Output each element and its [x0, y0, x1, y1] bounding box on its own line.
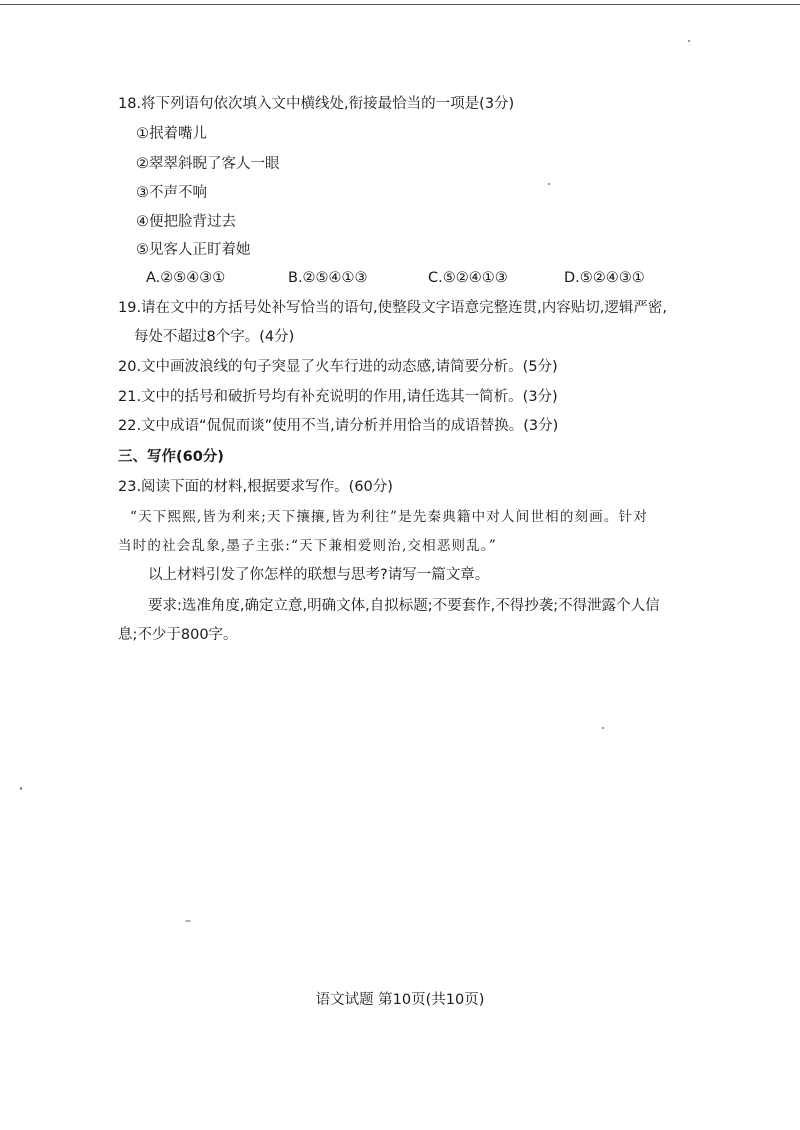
q23-material-line-1: “天下熙熙,皆为利来;天下攘攘,皆为利往”是先秦典籍中对人间世相的刻画。针对: [130, 509, 649, 525]
scan-speck: [548, 183, 550, 185]
q19-line-2: 每处不超过8个字。(4分): [134, 329, 295, 345]
q18-item-5: ⑤见客人正盯着她: [136, 242, 251, 258]
q19-line-1: 19.请在文中的方括号处补写恰当的语句,使整段文字语意完整连贯,内容贴切,逻辑严密,: [118, 300, 667, 316]
q18-item-2: ②翠翠斜睨了客人一眼: [136, 156, 280, 172]
scan-speck: [688, 40, 690, 42]
q18-stem: 18.将下列语句依次填入文中横线处,衔接最恰当的一项是(3分): [118, 96, 515, 112]
q21-stem: 21.文中的括号和破折号均有补充说明的作用,请任选其一简析。(3分): [118, 389, 558, 405]
page-footer: 语文试题 第10页(共10页): [315, 992, 485, 1008]
q18-item-4: ④便把脸背过去: [136, 214, 236, 230]
q23-material-line-2: 当时的社会乱象,墨子主张:“天下兼相爱则治,交相恶则乱。”: [118, 538, 497, 554]
section-writing-heading: 三、写作(60分): [118, 449, 224, 465]
scan-speck: [602, 727, 604, 729]
q23-stem: 23.阅读下面的材料,根据要求写作。(60分): [118, 479, 393, 495]
q18-choice-c: C.⑤②④①③: [428, 270, 508, 286]
q23-requirements-line-1: 要求:选准角度,确定立意,明确文体,自拟标题;不要套作,不得抄袭;不得泄露个人信: [148, 598, 660, 614]
q18-choice-b: B.②⑤④①③: [288, 270, 368, 286]
q18-item-1: ①抿着嘴儿: [136, 126, 207, 142]
q23-prompt: 以上材料引发了你怎样的联想与思考?请写一篇文章。: [148, 567, 490, 583]
scan-speck: [20, 787, 22, 790]
q22-stem: 22.文中成语“侃侃而谈”使用不当,请分析并用恰当的成语替换。(3分): [118, 418, 559, 434]
q23-requirements-line-2: 息;不少于800字。: [118, 627, 238, 643]
q20-stem: 20.文中画波浪线的句子突显了火车行进的动态感,请简要分析。(5分): [118, 359, 558, 375]
scan-speck: [185, 920, 191, 922]
q18-choice-d: D.⑤②④③①: [564, 270, 645, 286]
q18-item-3: ③不声不响: [136, 185, 207, 201]
q18-choice-a: A.②⑤④③①: [146, 270, 226, 286]
top-border-line: [0, 4, 800, 5]
